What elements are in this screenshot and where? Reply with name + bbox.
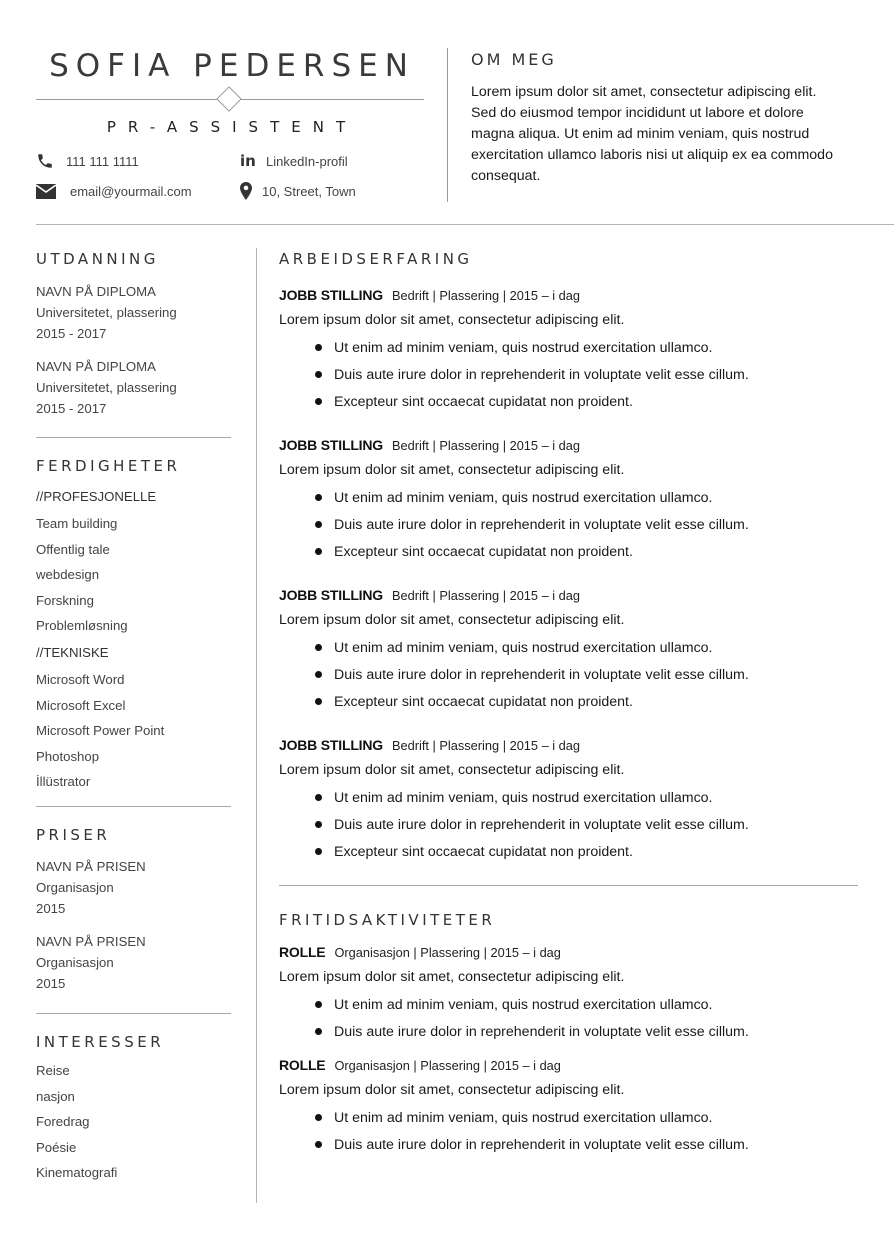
job-bullet-text: Excepteur sint occaecat cupidatat non proident.	[334, 843, 633, 860]
linkedin-text: LinkedIn-profil	[266, 153, 348, 169]
education-item	[36, 356, 177, 419]
contact-phone	[36, 152, 139, 170]
bullet-dot-icon	[315, 644, 322, 651]
interest-item: nasjon	[36, 1088, 75, 1104]
award-year: 2015	[36, 976, 66, 991]
about-text	[471, 82, 866, 187]
diamond-ornament-icon	[216, 86, 241, 111]
activity-bullet-text: Duis aute irure dolor in reprehenderit in voluptate velit esse cillum.	[334, 1136, 749, 1153]
location-pin-icon	[240, 182, 254, 200]
bullet-dot-icon	[315, 794, 322, 801]
skills-professional-list	[36, 511, 128, 639]
skill-item: Team building	[36, 516, 118, 531]
bullet-dot-icon	[315, 821, 322, 828]
job-bullet-text: Ut enim ad minim veniam, quis nostrud exercitation ullamco.	[334, 339, 713, 356]
activity-bullet	[315, 1104, 869, 1131]
job-bullet-text: Duis aute irure dolor in reprehenderit in voluptate velit esse cillum.	[334, 666, 749, 683]
job-bullet	[315, 484, 869, 511]
address-text: 10, Street, Town	[262, 183, 356, 199]
skill-item: Microsoft Excel	[36, 697, 126, 713]
education-school: Universitetet, plassering	[36, 305, 177, 320]
education-school: Universitetet, plassering	[36, 380, 177, 395]
job-bullet-text: Excepteur sint occaecat cupidatat non proident.	[334, 393, 633, 410]
job-header	[279, 437, 869, 457]
awards-title: PRISER	[36, 826, 111, 844]
phone-icon	[36, 152, 58, 170]
job-entry	[279, 737, 869, 865]
job-meta: Bedrift | Plassering | 2015 – i dag	[391, 288, 581, 303]
activity-header	[279, 1057, 869, 1077]
job-entry	[279, 587, 869, 715]
job-bullet-text: Duis aute irure dolor in reprehenderit in voluptate velit esse cillum.	[334, 516, 749, 533]
activity-bullet-text: Duis aute irure dolor in reprehenderit in voluptate velit esse cillum.	[334, 1023, 749, 1040]
job-title: PR-ASSISTENT	[106, 118, 358, 136]
bullet-dot-icon	[315, 548, 322, 555]
bullet-dot-icon	[315, 698, 322, 705]
skills-professional-label: //PROFESJONELLE	[36, 489, 157, 504]
bullet-dot-icon	[315, 1001, 322, 1008]
bullet-dot-icon	[315, 848, 322, 855]
about-line: exercitation ullamco laboris nisi ut aliquip ex ea commodo	[471, 147, 833, 163]
job-meta: Bedrift | Plassering | 2015 – i dag	[391, 738, 581, 753]
job-bullet	[315, 634, 869, 661]
email-text: email@yourmail.com	[70, 183, 192, 199]
activity-entry	[279, 1057, 869, 1158]
interest-item: Reise	[36, 1063, 70, 1078]
job-role: JOBB STILLING	[279, 737, 383, 753]
job-role: JOBB STILLING	[279, 587, 383, 603]
job-meta: Bedrift | Plassering | 2015 – i dag	[391, 588, 581, 603]
activity-bullet	[315, 991, 869, 1018]
activity-role: ROLLE	[279, 1057, 326, 1073]
job-bullet-text: Excepteur sint occaecat cupidatat non proident.	[334, 693, 633, 710]
activity-role: ROLLE	[279, 944, 326, 960]
award-org: Organisasjon	[36, 955, 114, 970]
activity-summary: Lorem ipsum dolor sit amet, consectetur adipiscing elit.	[279, 969, 625, 985]
email-icon	[36, 182, 58, 200]
job-bullet	[315, 388, 869, 415]
activity-summary: Lorem ipsum dolor sit amet, consectetur adipiscing elit.	[279, 1082, 625, 1098]
interests-list	[36, 1058, 117, 1186]
job-entry	[279, 287, 869, 415]
job-summary: Lorem ipsum dolor sit amet, consectetur adipiscing elit.	[279, 312, 625, 328]
job-bullet-text: Excepteur sint occaecat cupidatat non proident.	[334, 543, 633, 560]
linkedin-icon: in	[240, 152, 256, 170]
job-bullet	[315, 661, 869, 688]
contact-address	[240, 182, 356, 200]
job-summary: Lorem ipsum dolor sit amet, consectetur adipiscing elit.	[279, 612, 625, 628]
candidate-name: SOFIA PEDERSEN	[49, 48, 415, 84]
skill-item: Offentlig tale	[36, 541, 110, 557]
award-item	[36, 856, 146, 919]
education-title: UTDANNING	[36, 250, 159, 268]
column-divider	[256, 248, 257, 1203]
right-divider	[279, 885, 858, 886]
contact-linkedin	[240, 152, 348, 170]
activity-bullet	[315, 1131, 869, 1158]
interest-item: Poésie	[36, 1139, 77, 1155]
bullet-dot-icon	[315, 371, 322, 378]
award-name: NAVN PÅ PRISEN	[36, 934, 146, 949]
activity-meta: Organisasjon | Plassering | 2015 – i dag	[334, 945, 561, 960]
skills-technical-label: //TEKNISKE	[36, 645, 109, 660]
experience-title: ARBEIDSERFARING	[279, 250, 473, 268]
job-entry	[279, 437, 869, 565]
left-divider	[36, 1013, 231, 1014]
skill-item: Microsoft Power Point	[36, 723, 165, 739]
bullet-dot-icon	[315, 671, 322, 678]
interest-item: Kinematografi	[36, 1165, 118, 1181]
activity-meta: Organisasjon | Plassering | 2015 – i dag	[334, 1058, 561, 1073]
bullet-dot-icon	[315, 1114, 322, 1121]
skill-item: Problemløsning	[36, 618, 128, 634]
job-summary: Lorem ipsum dolor sit amet, consectetur adipiscing elit.	[279, 462, 625, 478]
job-bullet-text: Ut enim ad minim veniam, quis nostrud exercitation ullamco.	[334, 639, 713, 656]
job-bullet	[315, 811, 869, 838]
contact-email	[36, 182, 192, 200]
skill-item: İllüstrator	[36, 774, 91, 790]
award-item	[36, 931, 146, 994]
job-summary: Lorem ipsum dolor sit amet, consectetur adipiscing elit.	[279, 762, 625, 778]
job-role: JOBB STILLING	[279, 287, 383, 303]
skill-item: Forskning	[36, 592, 94, 608]
skill-item: Photoshop	[36, 748, 100, 764]
job-bullet-text: Ut enim ad minim veniam, quis nostrud exercitation ullamco.	[334, 789, 713, 806]
activity-bullet-text: Ut enim ad minim veniam, quis nostrud exercitation ullamco.	[334, 1109, 713, 1126]
job-bullet-text: Duis aute irure dolor in reprehenderit in voluptate velit esse cillum.	[334, 366, 749, 383]
job-bullet	[315, 838, 869, 865]
job-bullet	[315, 538, 869, 565]
job-bullet	[315, 334, 869, 361]
job-header	[279, 587, 869, 607]
header-divider	[36, 224, 894, 225]
left-divider	[36, 437, 231, 438]
header-vertical-divider	[447, 48, 448, 202]
job-meta: Bedrift | Plassering | 2015 – i dag	[391, 438, 581, 453]
job-role: JOBB STILLING	[279, 437, 383, 453]
bullet-dot-icon	[315, 494, 322, 501]
skills-title: FERDIGHETER	[36, 457, 181, 475]
left-divider	[36, 806, 231, 807]
job-bullet	[315, 511, 869, 538]
award-org: Organisasjon	[36, 880, 114, 895]
about-line: consequat.	[471, 168, 541, 184]
about-line: Sed do eiusmod tempor incididunt ut labore et dolore	[471, 105, 804, 121]
job-bullet-text: Ut enim ad minim veniam, quis nostrud exercitation ullamco.	[334, 489, 713, 506]
activities-title: FRITIDSAKTIVITETER	[279, 911, 496, 929]
bullet-dot-icon	[315, 1141, 322, 1148]
job-header	[279, 287, 869, 307]
job-bullet	[315, 361, 869, 388]
education-years: 2015 - 2017	[36, 401, 107, 416]
job-header	[279, 737, 869, 757]
bullet-dot-icon	[315, 521, 322, 528]
activity-header	[279, 944, 869, 964]
skill-item: Microsoft Word	[36, 672, 125, 687]
skills-technical-list	[36, 667, 164, 795]
education-degree: NAVN PÅ DIPLOMA	[36, 359, 156, 374]
about-line: Lorem ipsum dolor sit amet, consectetur adipiscing elit.	[471, 84, 817, 100]
bullet-dot-icon	[315, 344, 322, 351]
job-bullet	[315, 784, 869, 811]
award-year: 2015	[36, 901, 66, 916]
education-years: 2015 - 2017	[36, 326, 107, 341]
about-title: OM MEG	[471, 50, 557, 69]
activity-bullet-text: Ut enim ad minim veniam, quis nostrud exercitation ullamco.	[334, 996, 713, 1013]
bullet-dot-icon	[315, 1028, 322, 1035]
bullet-dot-icon	[315, 398, 322, 405]
interests-title: INTERESSER	[36, 1033, 165, 1051]
interest-item: Foredrag	[36, 1114, 90, 1130]
activity-entry	[279, 944, 869, 1045]
education-item	[36, 281, 177, 344]
skill-item: webdesign	[36, 567, 100, 583]
job-bullet-text: Duis aute irure dolor in reprehenderit in voluptate velit esse cillum.	[334, 816, 749, 833]
phone-text: 111 111 1111	[66, 153, 139, 169]
about-line: magna aliqua. Ut enim ad minim veniam, quis nostrud	[471, 126, 810, 142]
award-name: NAVN PÅ PRISEN	[36, 859, 146, 874]
job-bullet	[315, 688, 869, 715]
activity-bullet	[315, 1018, 869, 1045]
education-degree: NAVN PÅ DIPLOMA	[36, 284, 156, 299]
